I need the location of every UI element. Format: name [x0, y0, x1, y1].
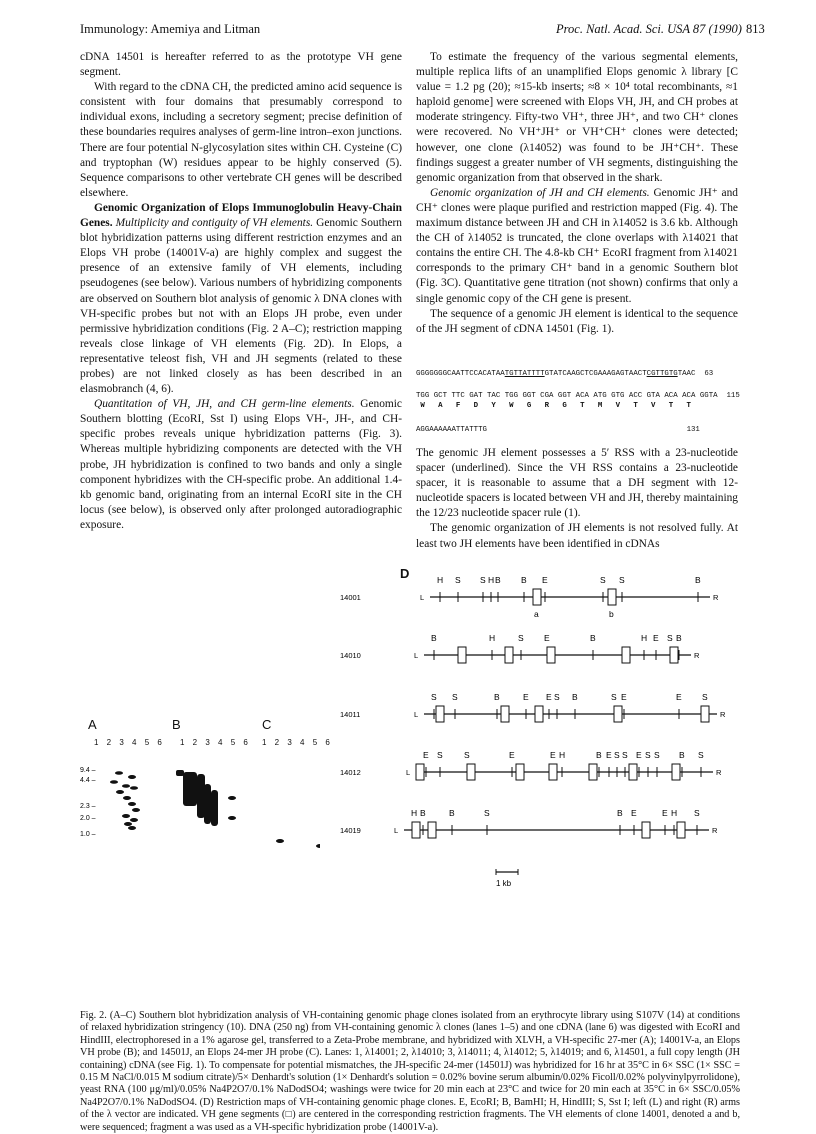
arm-left-label: L	[414, 651, 419, 660]
site-label: B	[676, 633, 682, 643]
site-label: B	[695, 575, 701, 585]
running-head-left: Immunology: Amemiya and Litman	[80, 22, 261, 36]
vh-segment-box	[701, 706, 709, 722]
paragraph	[416, 186, 738, 307]
site-label: E	[509, 750, 515, 760]
site-label: S	[431, 692, 437, 702]
right-column	[416, 50, 738, 337]
scale-label: 1 kb	[496, 879, 512, 888]
paragraph-body: Genomic Southern blot hybridization patterns using different restriction enzymes and an Elops VH probe (14001V-a) are highly complex and suggest the presence of an extensive family of VH elements, including pseudogenes (see below). Various numbers of hybridizing components are observed on Southern blot analysis of genomic λ DNA clones with VH-specific probes but not with an Elops JH probe, even under permissive hybridization conditions (Fig. 2 A–C); restriction mapping reveals close linkage of VH elements (Fig. 2D). In Elops, a representative teleost fish, VH and JH segments (related to these probes) are not linked closely as has been described in an elasmobranch (4, 6).	[80, 217, 402, 396]
vh-segment-box	[642, 822, 650, 838]
vh-segment-box	[672, 764, 680, 780]
site-label: E	[606, 750, 612, 760]
site-label: S	[702, 692, 708, 702]
site-label: B	[449, 808, 455, 818]
vh-segment-box	[549, 764, 557, 780]
paragraph-body: Genomic Southern blotting (EcoRI, Sst I) using Elops VH-, JH-, and CH-specific probes reveals unique hybridization patterns (Fig. 3). Whereas multiple hybridizing components are detected with the VH probe, JH hybridization is confined to two bands and only a single component hybridizes with the CH-specific probe. An additional 1.4-kb genomic band, originating from an internal EcoRI site in the CH locus (see below), is observed only after prolonged autoradiographic exposure.	[80, 398, 402, 531]
southern-blot-image	[80, 760, 320, 860]
lane-numbers-a: 1 2 3 4 5 6	[94, 738, 165, 747]
lane-numbers-b: 1 2 3 4 5 6	[180, 738, 251, 747]
vh-segment-box	[416, 764, 424, 780]
section-heading: Genomic Organization of Elops Immunoglobulin Heavy-Chain Genes.	[80, 201, 402, 230]
site-label: S	[619, 575, 625, 585]
subsection-heading: Multiplicity and contiguity of VH elements.	[115, 217, 314, 230]
site-label: S	[455, 575, 461, 585]
panel-label-b: B	[172, 717, 181, 732]
site-label: S	[437, 750, 443, 760]
arm-right-label: R	[694, 651, 700, 660]
vh-segment-box	[458, 647, 466, 663]
paragraph	[80, 201, 402, 397]
site-label: B	[431, 633, 437, 643]
site-label: S	[611, 692, 617, 702]
marker-2.0: 2.0 –	[80, 815, 96, 822]
paragraph: The genomic organization of JH elements is not resolved fully. At least two JH elements have been identified in cDNAs	[416, 522, 738, 550]
blot-a-bands	[110, 771, 140, 830]
site-label: E	[546, 692, 552, 702]
vh-segment-box	[622, 647, 630, 663]
sequence-line-3: AGGAAAAAATTATTTG 131	[416, 426, 700, 434]
site-label: S	[645, 750, 651, 760]
paragraph-body: Genomic JH⁺ and CH⁺ clones were plaque purified and restriction mapped (Fig. 4). The maximum distance between JH and CH in λ14052 is 3.6 kb. Although the CH of λ14052 is truncated, the clone overlaps with λ14021 that contains the entire CH. The 4.8-kb CH⁺ EcoRI fragment from λ14021 corresponds to the primary CH⁺ band in a genomic Southern blot (Fig. 3C). Quantitative gene titration (not shown) confirms that only a single genomic copy of the CH gene is present.	[416, 186, 738, 305]
site-label: S	[667, 633, 673, 643]
vh-segment-box	[677, 822, 685, 838]
site-label: B	[679, 750, 685, 760]
arm-right-label: R	[720, 710, 726, 719]
site-label: E	[550, 750, 556, 760]
marker-4.4: 4.4 –	[80, 777, 96, 784]
vh-segment-box	[589, 764, 597, 780]
paragraph: cDNA 14501 is hereafter referred to as the prototype VH gene segment.	[80, 51, 402, 79]
vh-segment-box	[436, 706, 444, 722]
site-label: E	[523, 692, 529, 702]
journal-citation: Proc. Natl. Acad. Sci. USA 87 (1990)	[556, 22, 742, 36]
vh-segment-box	[412, 822, 420, 838]
panel-label-d: D	[400, 566, 410, 581]
paragraph: The genomic JH element possesses a 5′ RSS with a 23-nucleotide spacer (underlined). Since the VH RSS contains a 23-nucleotide spacer, it is reasonable to assume that a DH segment with 12-nucleotide spacers is located between VH and JH, thereby maintaining the 12/23 nucleotide spacer rule (1).	[416, 447, 738, 520]
vh-element-label: b	[609, 609, 614, 619]
arm-left-label: L	[394, 826, 399, 835]
sequence-line-2: TGG GCT TTC GAT TAC TGG GGT CGA GGT ACA ATG GTG ACC GTA ACA ACA GGTA 115	[416, 392, 740, 400]
vh-element-label: a	[534, 609, 539, 619]
blot-c-bands	[276, 839, 320, 848]
paragraph: The sequence of a genomic JH element is identical to the sequence of the JH segment of cDNA 14501 (Fig. 1).	[416, 307, 738, 335]
site-label: S	[600, 575, 606, 585]
vh-segment-box	[467, 764, 475, 780]
site-label: H	[437, 575, 444, 585]
site-label: B	[420, 808, 426, 818]
site-label: S	[614, 750, 620, 760]
blot-b-bands	[176, 770, 236, 826]
site-label: E	[544, 633, 550, 643]
site-label: E	[423, 750, 429, 760]
figure-caption: Fig. 2. (A–C) Southern blot hybridization analysis of VH-containing genomic phage clones isolated from an erythrocyte library using S107V (14) at conditions of relaxed hybridization stringency (10). DNA (250 ng) from VH-containing genomic λ clones (lanes 1–5) and one cDNA (lane 6) was digested with EcoRI and HindIII, electrophoresed in a 1% agarose gel, transferred to a Zeta-Probe membrane, and hybridized with XLVH, a VH-specific 27-mer (A); 14001V-a, an Elops VH probe (B); and 14501J, an Elops 24-mer JH probe (C). Lanes: 1, λ14001; 2, λ14010; 3, λ14011; 4, λ14012; 5, λ14019; and 6, λ14501, a full copy length (JH containing) cDNA (see Fig. 1). To compensate for potential mismatches, the JH-specific 24-mer (14501J) was hybridized for 16 hr at 35°C in 6× SSC (1× SSC = 0.15 M NaCl/0.015 M sodium citrate)/5× Denhardt's solution (1× Denhardt's solution = 0.02% bovine serum albumin/0.02% Ficoll/0.02% polyvinylpyrrolidone), yeast RNA (100 μg/ml)/0.05% Na4P2O7/0.1% NaDodSO4; washings were twice for 20 min each at 23°C and twice for 20 min each at 35°C in 6× SSC/0.05% Na4P2O7/0.1% NaDodSO4. (D) Restriction maps of VH-containing genomic phage clones. E, EcoRI; B, BamHI; H, HindIII; S, Sst I; left (L) and right (R) arms of the λ vector are indicated. VH gene segments (□) are centered in the corresponding restriction fragments. The VH elements of clone 14001, denoted a and b, were sequenced; fragment a was used as a VH-specific hybridization probe (14001V-a).	[80, 1010, 740, 1133]
site-label: B	[494, 692, 500, 702]
site-label: B	[495, 575, 501, 585]
vh-segment-box	[629, 764, 637, 780]
site-label: S	[694, 808, 700, 818]
right-column-continued	[416, 446, 738, 552]
page-number: 813	[746, 22, 765, 36]
vh-segment-box	[670, 647, 678, 663]
site-label: E	[653, 633, 659, 643]
site-label: H	[488, 575, 495, 585]
site-label: E	[621, 692, 627, 702]
site-label: S	[654, 750, 660, 760]
site-label: H	[641, 633, 648, 643]
site-label: S	[622, 750, 628, 760]
vh-segment-box	[501, 706, 509, 722]
site-label: E	[631, 808, 637, 818]
site-label: S	[464, 750, 470, 760]
site-label: B	[521, 575, 527, 585]
panel-label-c: C	[262, 717, 272, 732]
paragraph	[80, 397, 402, 533]
site-label: H	[559, 750, 566, 760]
arm-left-label: L	[406, 768, 411, 777]
vh-segment-box	[533, 589, 541, 605]
site-label: B	[590, 633, 596, 643]
arm-left-label: L	[420, 593, 425, 602]
clone-id: 14011	[340, 710, 361, 719]
clone-id: 14010	[340, 651, 361, 660]
site-label: S	[484, 808, 490, 818]
site-label: B	[596, 750, 602, 760]
site-label: S	[452, 692, 458, 702]
amino-acid-line: W A F D Y W G R G T M V T V T T	[416, 402, 691, 410]
clone-id: 14012	[340, 768, 361, 777]
marker-2.3: 2.3 –	[80, 803, 96, 810]
vh-segment-box	[428, 822, 436, 838]
rss-nonamer: CGTTGTG	[646, 370, 678, 378]
arm-right-label: R	[713, 593, 719, 602]
sequence-line-1: GGGGGGGCAATTCCACATAATGTTATTTTGTATCAAGCTCGAAAGAGTAACTCGTTGTGTAAC 63	[416, 370, 714, 378]
site-label: H	[489, 633, 496, 643]
site-label: S	[518, 633, 524, 643]
vh-segment-box	[505, 647, 513, 663]
subsection-heading: Quantitation of VH, JH, and CH germ-line elements.	[94, 398, 355, 411]
site-label: S	[480, 575, 486, 585]
site-label: H	[411, 808, 418, 818]
arm-left-label: L	[414, 710, 419, 719]
vh-segment-box	[608, 589, 616, 605]
arm-right-label: R	[712, 826, 718, 835]
site-label: B	[572, 692, 578, 702]
paragraph: To estimate the frequency of the various segmental elements, multiple replica lifts of an unamplified Elops genomic λ library [C value = 1.2 pg (20); ≈15-kb inserts; ≈8 × 10⁴ total recombinants, ≈1 haploid genome] were screened with Elops VH, JH, and CH probes at moderate stringency. Fifty-two VH⁺, three JH⁺, and two CH⁺ clones were recovered. No VH⁺JH⁺ or VH⁺CH⁺ clones were detected; however, one clone (λ14052) was found to be JH⁺CH⁺. These findings suggest a greater number of VH segments, distinguishing the genomic organization from that observed in the shark.	[416, 51, 738, 184]
left-column	[80, 50, 402, 533]
site-label: E	[662, 808, 668, 818]
marker-1.0: 1.0 –	[80, 831, 96, 838]
paragraph: With regard to the cDNA CH, the predicted amino acid sequence is consistent with four domains that presumably correspond to individual exons, including a secretory segment; precise definition of these boundaries requires analyses of germ-line intron–exon junctions. There are four potential N-glycosylation sites within CH. Cysteine (C) and tryptophan (W) residues appear to be highly conserved (5). Sequence comparisons to other vertebrate CH genes will be described elsewhere.	[80, 81, 403, 199]
vh-segment-box	[547, 647, 555, 663]
panel-label-a: A	[88, 717, 97, 732]
marker-9.4: 9.4 –	[80, 767, 96, 774]
site-label: E	[542, 575, 548, 585]
site-label: B	[617, 808, 623, 818]
arm-right-label: R	[716, 768, 722, 777]
vh-segment-box	[614, 706, 622, 722]
clone-id: 14019	[340, 826, 361, 835]
site-label: S	[698, 750, 704, 760]
subsection-heading: Genomic organization of JH and CH elements.	[430, 186, 650, 199]
site-label: E	[636, 750, 642, 760]
site-label: H	[671, 808, 678, 818]
lane-numbers-c: 1 2 3 4 5 6	[262, 738, 333, 747]
vh-segment-box	[516, 764, 524, 780]
site-label: S	[554, 692, 560, 702]
site-label: E	[676, 692, 682, 702]
rss-heptamer: TGTTATTTT	[504, 370, 545, 378]
clone-id: 14001	[340, 593, 361, 602]
vh-segment-box	[535, 706, 543, 722]
